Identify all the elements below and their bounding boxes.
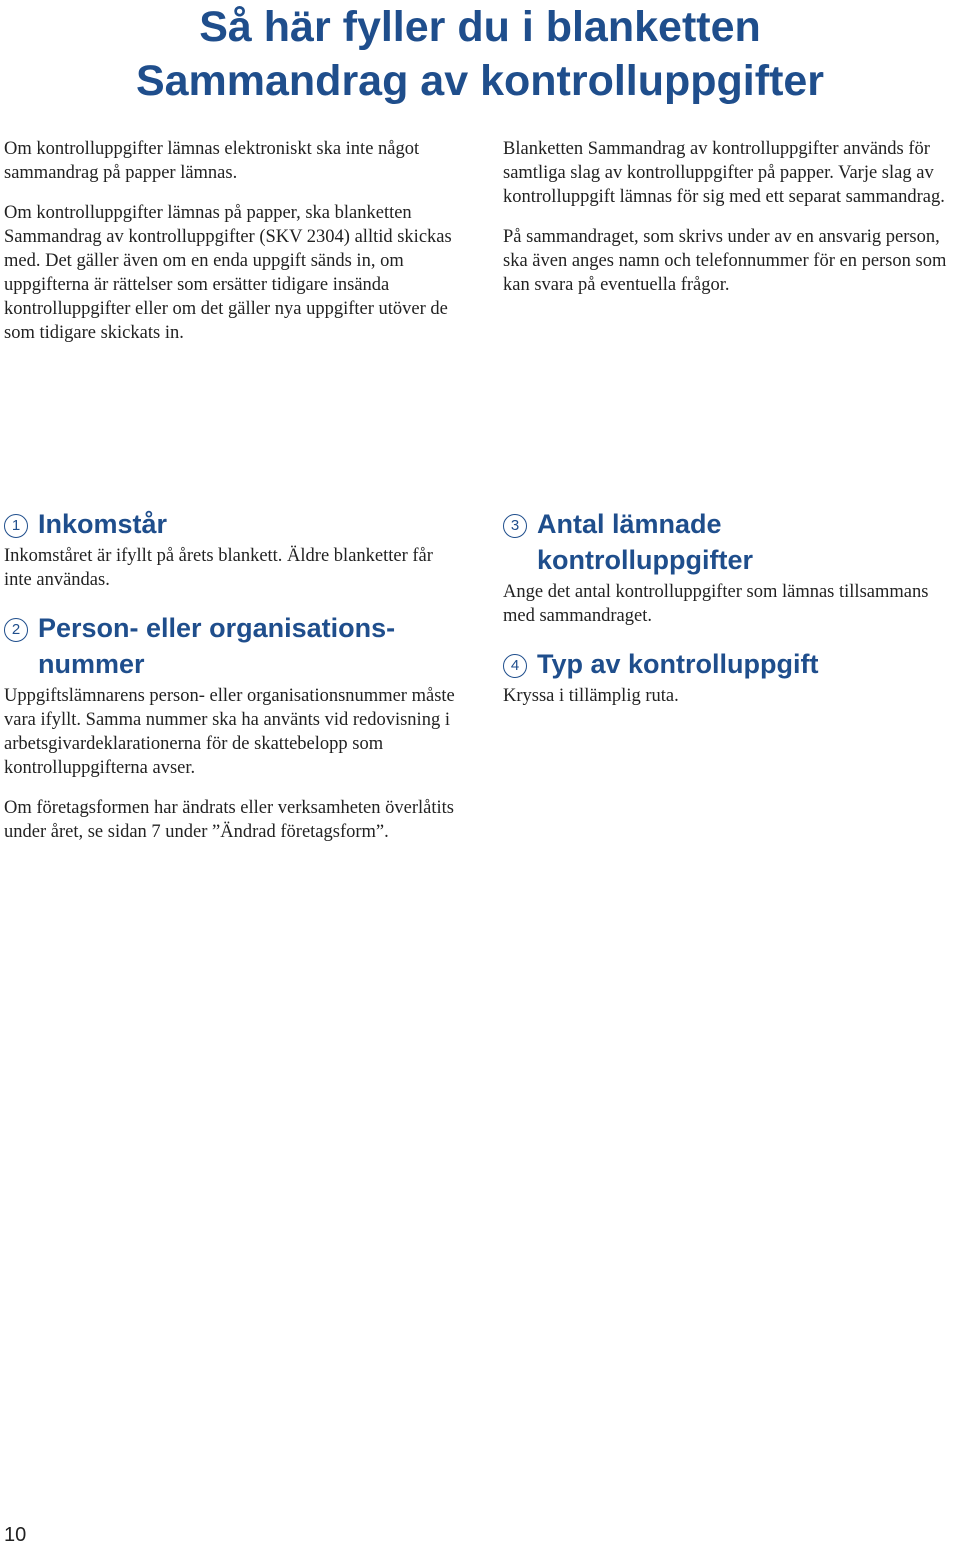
section-2-note: Om företagsformen har ändrats eller verksamheten överlåtits under året, se sidan 7 under ”Ändrad företagsform”. — [4, 798, 454, 842]
section-3-title-line-1: Antal lämnade — [537, 509, 722, 539]
section-4-heading — [503, 646, 960, 682]
section-4-number-icon: 4 — [503, 654, 527, 678]
section-1-heading — [4, 506, 462, 542]
section-3-number-icon: 3 — [503, 514, 527, 538]
intro-paragraph-signature: På sammandraget, som skrivs under av en ansvarig person, ska även anges namn och telefonnummer för en person som kan svara på eventuella frågor. — [503, 227, 947, 295]
section-3-title-line-2: kontrolluppgifter — [537, 545, 753, 575]
section-1-text: Inkomståret är ifyllt på årets blankett. Äldre blanketter får inte användas. — [4, 546, 433, 590]
page-number: 10 — [4, 1524, 27, 1546]
intro-paragraph-electronic: Om kontrolluppgifter lämnas elektroniskt ska inte något sammandrag på papper lämnas. — [4, 139, 420, 183]
section-3-title — [537, 506, 753, 578]
section-2-text: Uppgiftslämnarens person- eller organisationsnummer måste vara ifyllt. Samma nummer ska ha använts vid redovisning i arbetsgivardeklarationerna för de skattebelopp som kontrolluppgifterna avser. — [4, 686, 455, 778]
section-3-heading — [503, 506, 960, 578]
section-2-title-line-1: Person- eller organisations- — [38, 613, 396, 643]
page-title-line-2: Sammandrag av kontrolluppgifter — [135, 57, 825, 105]
section-3-text: Ange det antal kontrolluppgifter som lämnas tillsammans med sammandraget. — [503, 582, 929, 626]
intro-paragraph-usage: Blanketten Sammandrag av kontrolluppgifter används för samtliga slag av kontrolluppgifter på papper. Varje slag av kontrolluppgift lämnas för sig med ett separat sammandrag. — [503, 139, 945, 207]
intro-paragraph-paper — [4, 201, 462, 345]
sections-right-column — [503, 506, 960, 724]
intro-paragraph-paper-sentence-1: Om kontrolluppgifter lämnas på papper, ska blanketten Sammandrag av kontrolluppgifter (SKV 2304) alltid skickas med. — [4, 203, 452, 271]
intro-paragraph-paper-sentence-2: Det gäller även om en enda uppgift sänds in, om uppgifterna är rättelser som ersätter tidigare insända kontrolluppgifter eller om det gäller nya uppgifter utöver de som tidigare skickats in. — [4, 251, 448, 343]
intro-left-column — [4, 137, 462, 361]
section-2-title-line-2: nummer — [38, 649, 145, 679]
section-2-heading — [4, 610, 462, 682]
intro-right-column — [503, 137, 960, 313]
page-title — [0, 0, 960, 108]
section-1-title — [38, 506, 167, 542]
section-2-number-icon: 2 — [4, 618, 28, 642]
section-1-title-text: Inkomstår — [38, 509, 168, 539]
section-4-title — [537, 646, 818, 682]
page-title-line-1: Så här fyller du i blanketten — [199, 3, 761, 51]
section-1-number-icon: 1 — [4, 514, 28, 538]
sections-left-column — [4, 506, 462, 860]
section-4-title-text: Typ av kontrolluppgift — [537, 649, 819, 679]
section-2-title — [38, 610, 395, 682]
section-4-text: Kryssa i tillämplig ruta. — [503, 686, 679, 706]
